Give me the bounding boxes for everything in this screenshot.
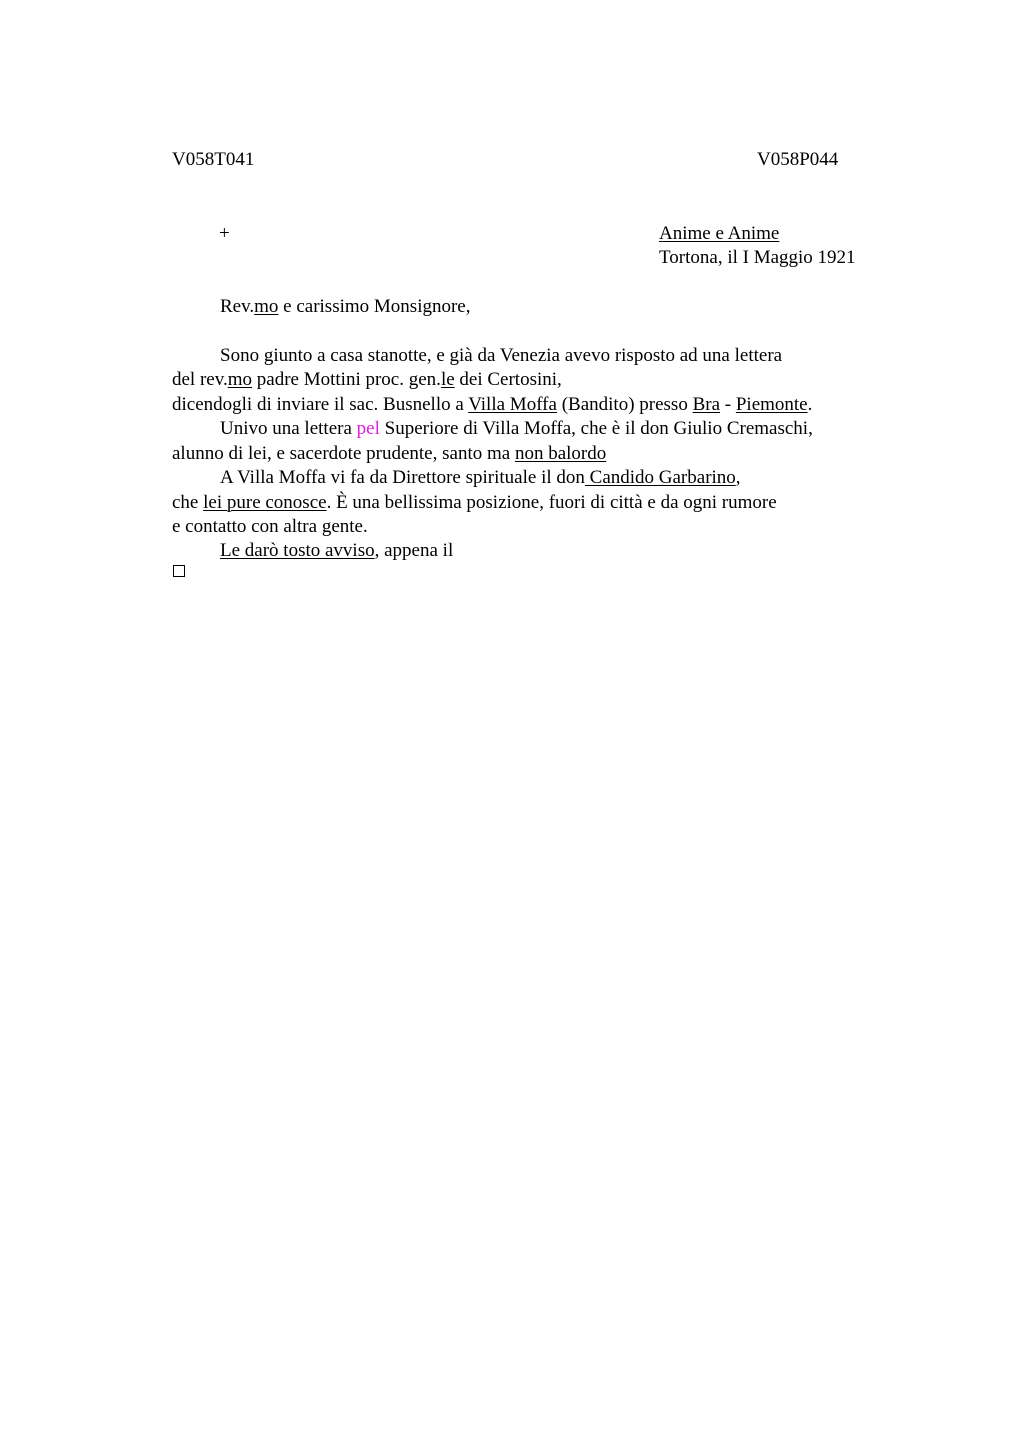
letter-date: Tortona, il I Maggio 1921 xyxy=(659,247,856,268)
salutation: Rev.mo e carissimo Monsignore, xyxy=(220,296,471,317)
body-line-6: A Villa Moffa vi fa da Direttore spirituale il don Candido Garbarino, xyxy=(220,467,741,488)
body-line-3: dicendogli di inviare il sac. Busnello a Villa Moffa (Bandito) presso Bra - Piemonte. xyxy=(172,394,813,415)
document-code-right: V058P044 xyxy=(757,149,839,170)
body-line-9: Le darò tosto avviso, appena il xyxy=(220,540,454,561)
document-code-left: V058T041 xyxy=(172,149,255,170)
highlighted-word: pel xyxy=(356,418,380,439)
letter-title: Anime e Anime xyxy=(659,223,780,244)
body-line-5: alunno di lei, e sacerdote prudente, santo ma non balordo xyxy=(172,443,607,464)
body-line-4: Univo una lettera pel Superiore di Villa Moffa, che è il don Giulio Cremaschi, xyxy=(220,418,813,439)
cross-symbol: + xyxy=(219,223,230,244)
body-line-7: che lei pure conosce. È una bellissima posizione, fuori di città e da ogni rumore xyxy=(172,492,777,513)
empty-square-icon xyxy=(173,565,185,577)
body-line-8: e contatto con altra gente. xyxy=(172,516,368,537)
body-line-1: Sono giunto a casa stanotte, e già da Venezia avevo risposto ad una lettera xyxy=(220,345,783,366)
body-line-2: del rev.mo padre Mottini proc. gen.le dei Certosini, xyxy=(172,369,562,390)
